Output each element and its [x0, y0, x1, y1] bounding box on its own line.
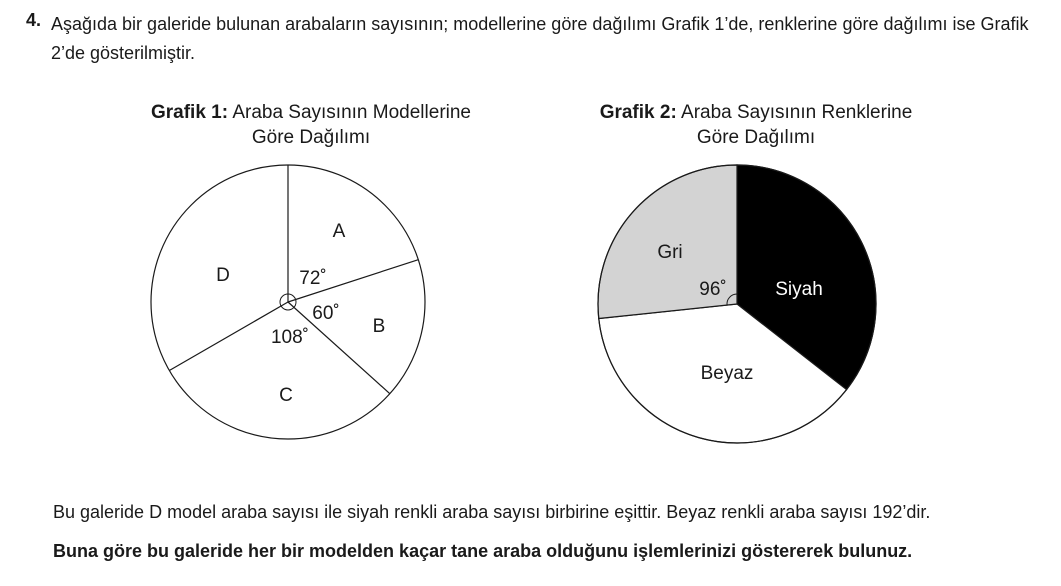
chart2-title-bold: Grafik 2: — [599, 102, 677, 123]
question-number: 4. — [26, 10, 42, 30]
slice-label-gri: Gri — [657, 242, 683, 263]
chart2-title — [571, 100, 941, 150]
info-text: Bu galeride D model araba sayısı ile siyah renkli araba sayısı birbirine eşittir. Beyaz renkli araba sayısı 192’dir. — [53, 502, 931, 522]
chart1-title-bold: Grafik 1: — [150, 102, 229, 123]
chart1-title — [126, 100, 496, 150]
slice-label-a: A — [332, 221, 346, 242]
task-text: Buna göre bu galeride her bir modelden kaçar tane araba olduğunu işlemlerinizi göstererek bulunuz. — [53, 541, 913, 561]
chart1-title-line2: Göre Dağılımı — [251, 127, 371, 148]
slice-label-d: D — [216, 265, 230, 286]
color-pie-chart — [597, 164, 877, 444]
angle-label-b: 60˚ — [312, 303, 340, 324]
slice-label-c: C — [279, 385, 293, 406]
angle-label-a: 72˚ — [299, 268, 327, 289]
chart2-title-line2: Göre Dağılımı — [696, 127, 816, 148]
slice-label-beyaz: Beyaz — [700, 363, 754, 384]
angle-label-gri: 96˚ — [699, 279, 727, 300]
slice-label-b: B — [372, 316, 386, 337]
slice-label-siyah: Siyah — [775, 279, 823, 300]
chart2-title-line1: Araba Sayısının Renklerine — [681, 102, 913, 123]
model-pie-chart — [150, 164, 426, 440]
question-text: Aşağıda bir galeride bulunan arabaların sayısının; modellerine göre dağılımı Grafik 1’de, renklerine göre dağılımı ise Grafik 2’de gösterilmiştir. — [51, 14, 1029, 63]
angle-label-c: 108˚ — [270, 327, 310, 348]
chart1-title-line1: Araba Sayısının Modellerine — [232, 102, 471, 123]
